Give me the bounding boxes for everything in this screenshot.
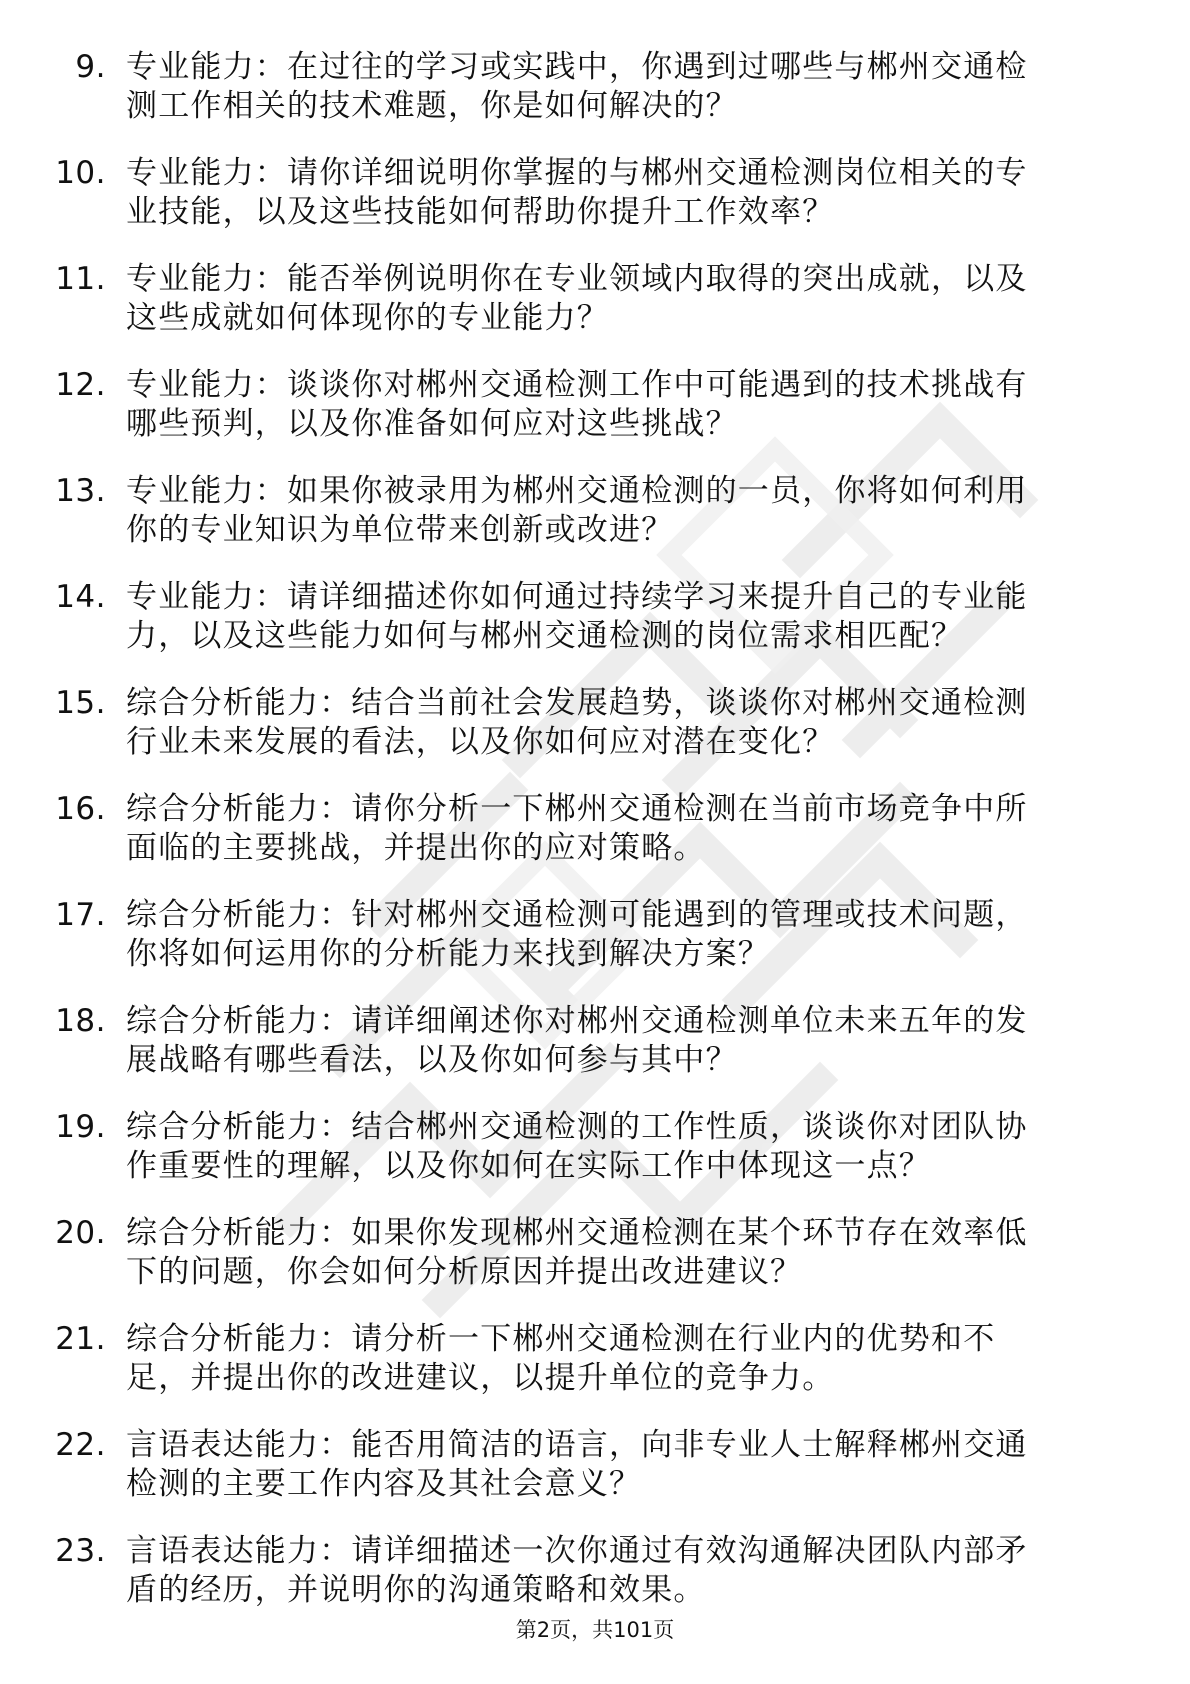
list-item xyxy=(0,684,1190,762)
question-number: 13. xyxy=(55,473,106,509)
list-item xyxy=(0,1426,1190,1504)
question-text: 综合分析能力：请详细阐述你对郴州交通检测单位未来五年的发 展战略有哪些看法，以及你如何参与其中？ xyxy=(126,1003,1028,1078)
question-text: 专业能力：能否举例说明你在专业领域内取得的突出成就，以及 这些成就如何体现你的专业能力？ xyxy=(126,261,1028,336)
question-list xyxy=(0,48,1190,1638)
list-item xyxy=(0,472,1190,550)
question-number: 18. xyxy=(55,1003,106,1039)
question-number: 9. xyxy=(75,49,106,85)
question-number: 22. xyxy=(55,1427,106,1463)
question-text: 综合分析能力：结合当前社会发展趋势，谈谈你对郴州交通检测 行业未来发展的看法，以及你如何应对潜在变化？ xyxy=(126,685,1028,760)
question-text: 言语表达能力：请详细描述一次你通过有效沟通解决团队内部矛 盾的经历，并说明你的沟通策略和效果。 xyxy=(126,1533,1028,1608)
question-text: 综合分析能力：请你分析一下郴州交通检测在当前市场竞争中所 面临的主要挑战，并提出你的应对策略。 xyxy=(126,791,1028,866)
question-text: 专业能力：在过往的学习或实践中，你遇到过哪些与郴州交通检 测工作相关的技术难题，你是如何解决的？ xyxy=(126,49,1028,124)
list-item xyxy=(0,790,1190,868)
question-text: 综合分析能力：针对郴州交通检测可能遇到的管理或技术问题， 你将如何运用你的分析能力来找到解决方案？ xyxy=(126,897,1028,972)
question-number: 10. xyxy=(55,155,106,191)
list-item xyxy=(0,1532,1190,1610)
list-item xyxy=(0,1214,1190,1292)
question-text: 综合分析能力：结合郴州交通检测的工作性质，谈谈你对团队协 作重要性的理解，以及你如何在实际工作中体现这一点？ xyxy=(126,1109,1028,1184)
list-item xyxy=(0,260,1190,338)
list-item xyxy=(0,896,1190,974)
list-item xyxy=(0,48,1190,126)
question-text: 专业能力：请你详细说明你掌握的与郴州交通检测岗位相关的专 业技能，以及这些技能如何帮助你提升工作效率？ xyxy=(126,155,1028,230)
question-number: 21. xyxy=(55,1321,106,1357)
question-number: 14. xyxy=(55,579,106,615)
question-text: 专业能力：如果你被录用为郴州交通检测的一员，你将如何利用 你的专业知识为单位带来创新或改进？ xyxy=(126,473,1028,548)
question-number: 15. xyxy=(55,685,106,721)
list-item xyxy=(0,1002,1190,1080)
question-number: 16. xyxy=(55,791,106,827)
list-item xyxy=(0,578,1190,656)
question-number: 23. xyxy=(55,1533,106,1569)
question-text: 专业能力：请详细描述你如何通过持续学习来提升自己的专业能 力，以及这些能力如何与郴州交通检测的岗位需求相匹配？ xyxy=(126,579,1028,654)
question-number: 20. xyxy=(55,1215,106,1251)
question-number: 12. xyxy=(55,367,106,403)
question-text: 专业能力：谈谈你对郴州交通检测工作中可能遇到的技术挑战有 哪些预判，以及你准备如何应对这些挑战？ xyxy=(126,367,1028,442)
list-item xyxy=(0,154,1190,232)
question-text: 综合分析能力：如果你发现郴州交通检测在某个环节存在效率低 下的问题，你会如何分析原因并提出改进建议？ xyxy=(126,1215,1028,1290)
question-number: 17. xyxy=(55,897,106,933)
question-number: 19. xyxy=(55,1109,106,1145)
list-item xyxy=(0,1320,1190,1398)
list-item xyxy=(0,366,1190,444)
question-text: 言语表达能力：能否用简洁的语言，向非专业人士解释郴州交通 检测的主要工作内容及其社会意义？ xyxy=(126,1427,1028,1502)
list-item xyxy=(0,1108,1190,1186)
question-number: 11. xyxy=(55,261,106,297)
question-text: 综合分析能力：请分析一下郴州交通检测在行业内的优势和不 足，并提出你的改进建议，以提升单位的竞争力。 xyxy=(126,1321,996,1396)
page-number: 第2页，共101页 xyxy=(515,1618,675,1642)
